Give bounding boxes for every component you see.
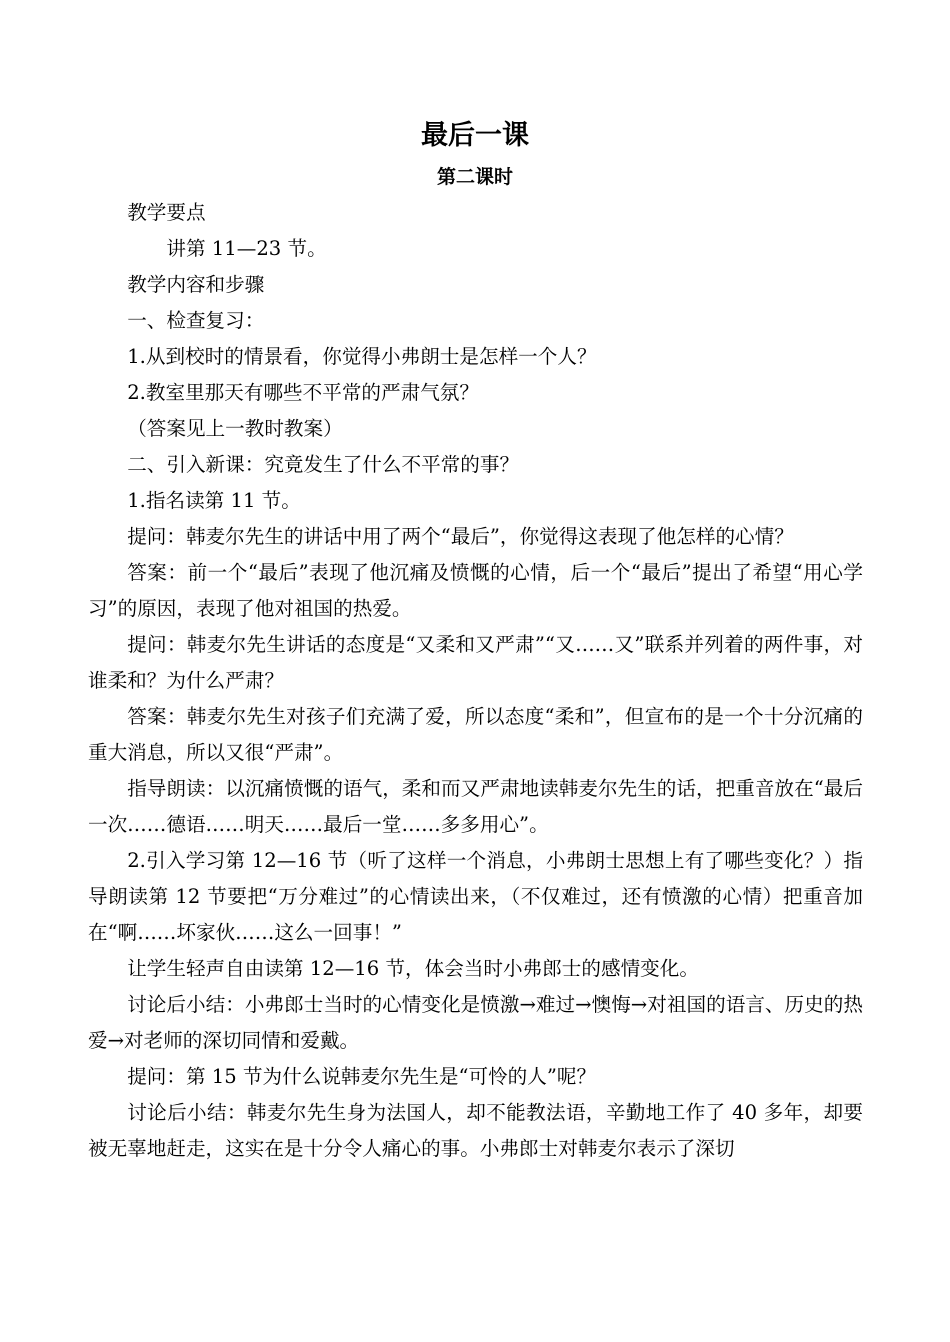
paragraph-question-2: 2.教室里那天有哪些不平常的严肃气氛？	[127, 381, 479, 404]
paragraph-review-heading: 一、检查复习：	[127, 309, 265, 332]
paragraph-summary-feelings: 讨论后小结：小弗郎士当时的心情变化是愤激→难过→懊悔→对祖国的语言、历史的热爱→对老师的深切同情和爱戴。	[88, 993, 863, 1052]
document-body	[88, 195, 863, 1167]
paragraph-heading-content-steps: 教学内容和步骤	[127, 273, 265, 296]
paragraph-summary-teacher: 讨论后小结：韩麦尔先生身为法国人，却不能教法语，辛勤地工作了 40 多年，却要被无辜地赶走，这实在是十分令人痛心的事。小弗郎士对韩麦尔表示了深切	[88, 1101, 863, 1160]
paragraph-answer-last-twice: 答案：前一个“最后”表现了他沉痛及愤慨的心情，后一个“最后”提出了希望“用心学习”的原因，表现了他对祖国的热爱。	[88, 561, 863, 620]
document-subtitle: 第二课时	[436, 166, 513, 188]
paragraph-reading-guidance: 指导朗读：以沉痛愤慨的语气，柔和而又严肃地读韩麦尔先生的话，把重音放在“最后一次……德语……明天……最后一堂……多多用心”。	[88, 777, 863, 836]
paragraph-free-reading: 让学生轻声自由读第 12—16 节，体会当时小弗郎士的感情变化。	[127, 957, 699, 980]
paragraph-sections: 讲第 11—23 节。	[166, 237, 327, 260]
paragraph-question-attitude: 提问：韩麦尔先生讲话的态度是“又柔和又严肃”“又……又”联系并列着的两件事，对谁柔和？为什么严肃？	[88, 633, 863, 692]
document-title: 最后一课	[421, 120, 529, 151]
paragraph-question-last-twice: 提问：韩麦尔先生的讲话中用了两个“最后”，你觉得这表现了他怎样的心情？	[127, 525, 794, 548]
paragraph-question-1: 1.从到校时的情景看，你觉得小弗朗士是怎样一个人？	[127, 345, 597, 368]
paragraph-answer-attitude: 答案：韩麦尔先生对孩子们充满了爱，所以态度“柔和”，但宣布的是一个十分沉痛的重大消息，所以又很“严肃”。	[88, 705, 863, 764]
paragraph-new-lesson-heading: 二、引入新课：究竟发生了什么不平常的事？	[127, 453, 520, 476]
paragraph-step-1: 1.指名读第 11 节。	[127, 489, 301, 512]
paragraph-step-2: 2.引入学习第 12—16 节（听了这样一个消息，小弗朗士思想上有了哪些变化？）指导朗读第 12 节要把“万分难过”的心情读出来，（不仅难过，还有愤激的心情）把重音加在“啊……坏家伙……这么一回事！”	[88, 849, 863, 944]
paragraph-question-pitiful: 提问：第 15 节为什么说韩麦尔先生是“可怜的人”呢？	[127, 1065, 597, 1088]
paragraph-heading-teaching-points: 教学要点	[127, 201, 206, 224]
paragraph-answer-note: （答案见上一教时教案）	[127, 417, 343, 440]
